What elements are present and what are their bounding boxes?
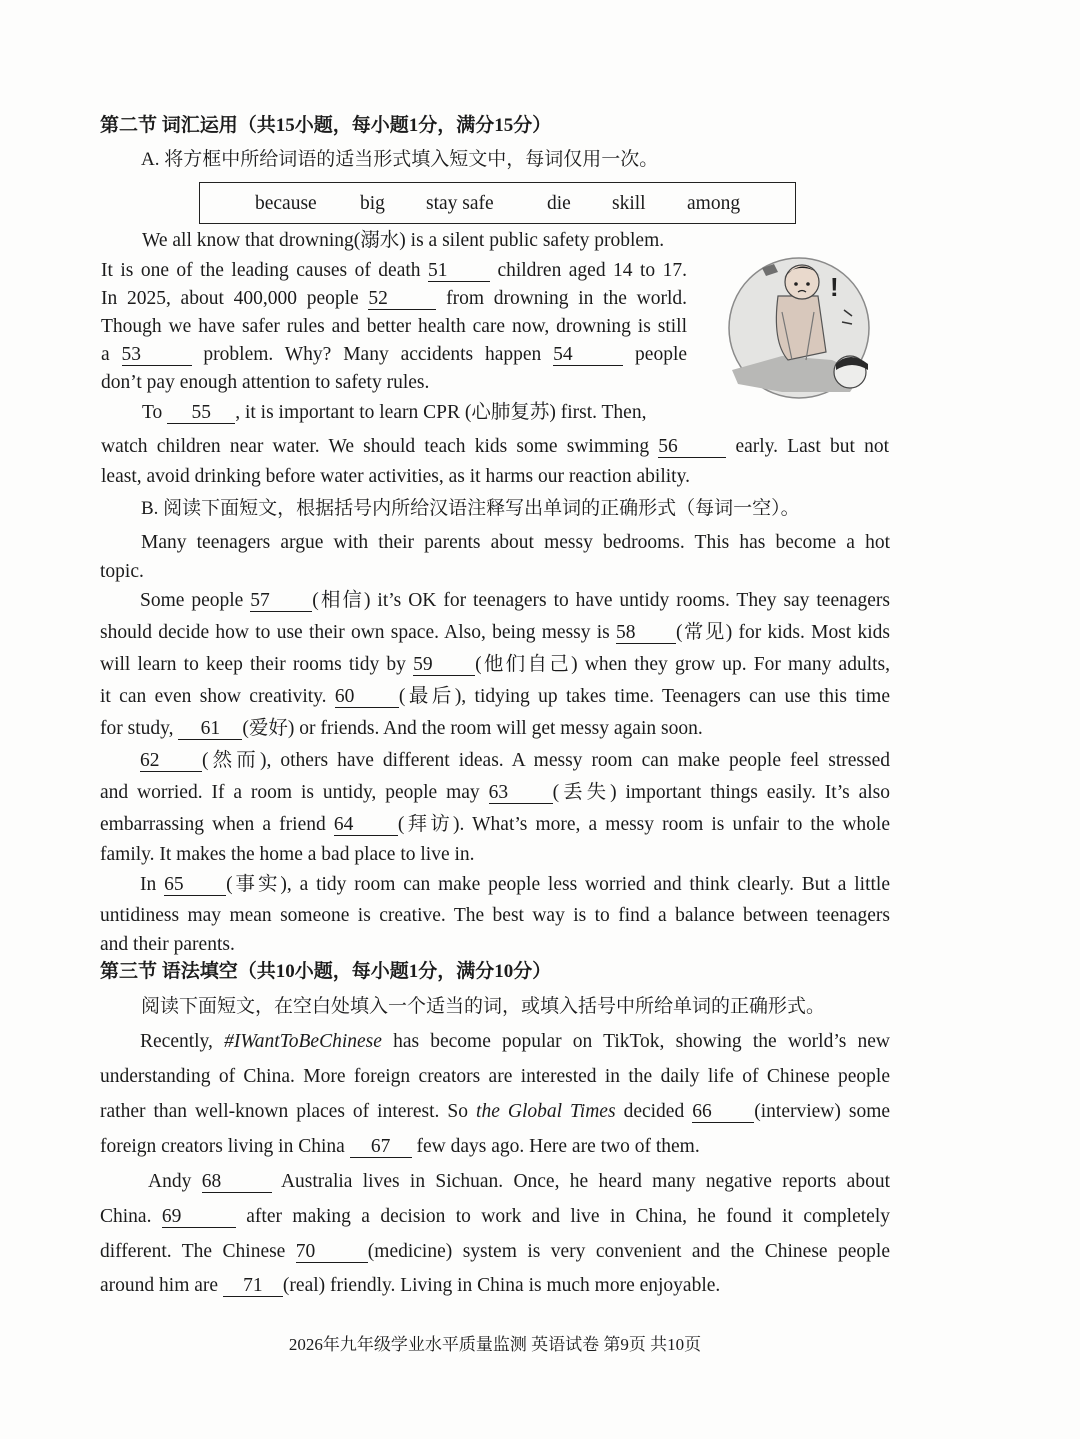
section3-line: foreign creators living in China 67 few days ago. Here are two of them. bbox=[100, 1136, 700, 1157]
answer-blank[interactable]: 59 bbox=[413, 655, 475, 676]
partA-line: watch children near water. We should teach kids some swimming 56 early. Last but not bbox=[101, 436, 889, 457]
word-bank-item: big bbox=[360, 193, 385, 214]
partB-line: it can even show creativity. 60 (最后), tidying up takes time. Teenagers can use this time bbox=[100, 686, 890, 707]
section2-heading: 第二节 词汇运用（共15小题，每小题1分，满分15分） bbox=[100, 115, 552, 136]
partB-line: In 65 (事实), a tidy room can make people less worried and think clearly. But a little bbox=[140, 874, 891, 895]
section3-line: understanding of China. More foreign creators are interested in the daily life of Chinese people bbox=[100, 1066, 890, 1087]
answer-blank[interactable]: 65 bbox=[164, 875, 226, 896]
answer-blank[interactable]: 62 bbox=[140, 751, 202, 772]
partA-line: a 53 problem. Why? Many accidents happen 54 people bbox=[101, 344, 688, 365]
partB-line: Some people 57 (相信) it’s OK for teenagers to have untidy rooms. They say teenagers bbox=[140, 590, 890, 611]
partB-line: and worried. If a room is untidy, people may 63 (丢失) important things easily. It’s also bbox=[100, 782, 891, 803]
partA-line: don’t pay enough attention to safety rules. bbox=[101, 372, 430, 393]
partB-instruction: B. 阅读下面短文，根据括号内所给汉语注释写出单词的正确形式（每词一空）。 bbox=[141, 498, 800, 519]
answer-blank[interactable]: 52 bbox=[368, 289, 436, 310]
partB-line: embarrassing when a friend 64 (拜访). What’s more, a messy room is unfair to the whole bbox=[100, 814, 891, 835]
svg-text:!: ! bbox=[830, 272, 839, 302]
partB-line: Many teenagers argue with their parents about messy bedrooms. This has become a hot bbox=[141, 532, 890, 553]
answer-blank[interactable]: 53 bbox=[122, 345, 192, 366]
section3-line: around him are 71 (real) friendly. Living in China is much more enjoyable. bbox=[100, 1275, 721, 1296]
word-bank-item: among bbox=[687, 193, 741, 214]
answer-blank[interactable]: 60 bbox=[335, 687, 399, 708]
partA-line: In 2025, about 400,000 people 52 from drowning in the world. bbox=[101, 288, 687, 309]
section3-line: China. 69 after making a decision to work and live in China, he found it completely bbox=[100, 1206, 890, 1227]
section3-line: rather than well-known places of interest. So the Global Times decided 66 (interview) some bbox=[100, 1101, 891, 1122]
partB-line: will learn to keep their rooms tidy by 59 (他们自己) when they grow up. For many adults, bbox=[100, 654, 891, 675]
section3-line: different. The Chinese 70 (medicine) system is very convenient and the Chinese people bbox=[100, 1241, 891, 1262]
word-bank-item: skill bbox=[612, 193, 646, 214]
word-bank-item: stay safe bbox=[426, 193, 494, 214]
answer-blank[interactable]: 58 bbox=[616, 623, 676, 644]
answer-blank[interactable]: 61 bbox=[178, 719, 242, 740]
partB-line: untidiness may mean someone is creative. The best way is to find a balance between teenagers bbox=[100, 905, 890, 926]
answer-blank[interactable]: 67 bbox=[350, 1137, 412, 1158]
partB-line: 62 (然而), others have different ideas. A messy room can make people feel stressed bbox=[140, 750, 890, 771]
answer-blank[interactable]: 68 bbox=[202, 1172, 272, 1193]
section3-line: Recently, #IWantToBeChinese has become popular on TikTok, showing the world’s new bbox=[140, 1031, 890, 1052]
partB-line: and their parents. bbox=[100, 934, 235, 955]
section3-instruction: 阅读下面短文，在空白处填入一个适当的词，或填入括号中所给单词的正确形式。 bbox=[141, 996, 826, 1017]
answer-blank[interactable]: 54 bbox=[553, 345, 623, 366]
answer-blank[interactable]: 63 bbox=[489, 783, 553, 804]
answer-blank[interactable]: 56 bbox=[658, 437, 726, 458]
answer-blank[interactable]: 71 bbox=[223, 1276, 283, 1297]
answer-blank[interactable]: 70 bbox=[296, 1242, 368, 1263]
partA-instruction: A. 将方框中所给词语的适当形式填入短文中，每词仅用一次。 bbox=[141, 149, 659, 170]
partA-line: To 55 , it is important to learn CPR (心肺复苏) first. Then, bbox=[142, 402, 647, 423]
answer-blank[interactable]: 64 bbox=[334, 815, 398, 836]
section3-line: Andy 68 Australia lives in Sichuan. Once, he heard many negative reports about bbox=[148, 1171, 891, 1192]
answer-blank[interactable]: 66 bbox=[692, 1102, 754, 1123]
partA-line: least, avoid drinking before water activities, as it harms our reaction ability. bbox=[101, 466, 690, 487]
partB-line: should decide how to use their own space. Also, being messy is 58 (常见) for kids. Most kids bbox=[100, 622, 890, 643]
partB-line: for study, 61 (爱好) or friends. And the room will get messy again soon. bbox=[100, 718, 703, 739]
answer-blank[interactable]: 51 bbox=[428, 261, 490, 282]
word-bank-item: die bbox=[547, 193, 571, 214]
answer-blank[interactable]: 69 bbox=[162, 1207, 236, 1228]
page-footer: 2026年九年级学业水平质量监测 英语试卷 第9页 共10页 bbox=[288, 1335, 702, 1354]
answer-blank[interactable]: 57 bbox=[250, 591, 312, 612]
partA-line: Though we have safer rules and better health care now, drowning is still bbox=[101, 316, 687, 337]
word-bank-box bbox=[199, 182, 796, 224]
cpr-illustration bbox=[722, 252, 876, 404]
partA-line: We all know that drowning(溺水) is a silent public safety problem. bbox=[142, 230, 665, 251]
partB-line: family. It makes the home a bad place to live in. bbox=[100, 844, 475, 865]
section3-heading: 第三节 语法填空（共10小题，每小题1分，满分10分） bbox=[100, 961, 552, 982]
word-bank-item: because bbox=[255, 193, 317, 214]
answer-blank[interactable]: 55 bbox=[167, 403, 235, 424]
partA-line: It is one of the leading causes of death 51 children aged 14 to 17. bbox=[101, 260, 687, 281]
partB-line: topic. bbox=[100, 561, 144, 582]
